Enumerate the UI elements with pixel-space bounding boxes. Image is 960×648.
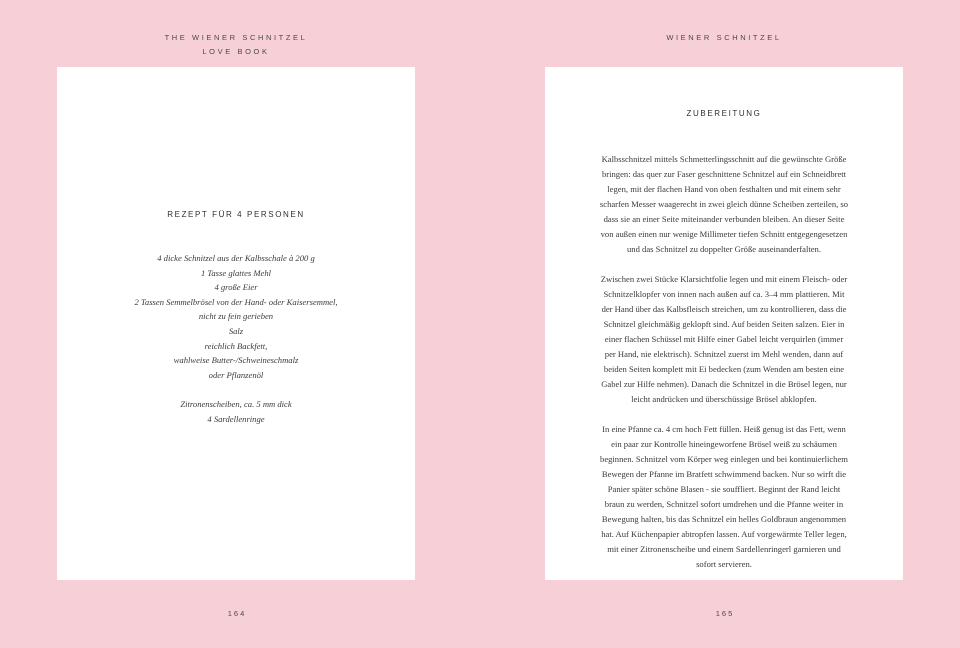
ingredient-line: 4 Sardellenringe: [207, 413, 265, 424]
page-number-right: 165: [715, 609, 735, 618]
method-line: per Hand, nie elektrisch). Schnitzel zuerst im Mehl wenden, dann auf: [604, 349, 844, 359]
ingredient-list: [57, 251, 415, 426]
method-line: hat. Auf Küchenpapier abtropfen lassen. Auf vorgewärmte Teller legen,: [601, 529, 847, 539]
method-title: ZUBEREITUNG: [686, 109, 762, 118]
paragraph-spacer: [567, 257, 881, 272]
ingredient-line: oder Pflanzenöl: [208, 369, 264, 380]
method-line: Schnitzel gleichmäßig geklopft sind. Auf beiden Seiten salzen. Eier in: [603, 319, 845, 329]
method-line: Bewegen der Pfanne im Bratfett schwimmend backen. Nur so wirft die: [601, 469, 847, 479]
method-line: beiden Seiten komplett mit Ei bedecken (zum Wenden am besten eine: [603, 364, 845, 374]
method-line: beginnen. Schnitzel vom Körper weg einlegen und bei kontinuierlichem: [600, 454, 848, 464]
ingredient-line: reichlich Backfett,: [204, 340, 268, 351]
method-line: und das Schnitzel zu doppelter Größe auseinanderfalten.: [626, 244, 821, 254]
method-line: braun zu werden, Schnitzel sofort umdrehen und die Pfanne weiter in: [604, 499, 844, 509]
running-head-left-line-2: LOVE BOOK: [202, 47, 270, 56]
ingredient-line: 4 dicke Schnitzel aus der Kalbsschale à 200 g: [157, 253, 315, 263]
method-text: [567, 152, 881, 572]
method-line: dass sie an einer Seite miteinander verbunden bleiben. An dieser Seite: [603, 214, 845, 224]
right-page: [545, 67, 903, 580]
running-head-left: [57, 31, 415, 59]
method-line: Bewegung halten, bis das Schnitzel ein helles Goldbraun angenommen: [601, 514, 847, 524]
ingredient-line: Salz: [228, 325, 244, 336]
ingredient-line: 1 Tasse glattes Mehl: [200, 267, 272, 278]
ingredient-line: nicht zu fein gerieben: [198, 311, 274, 322]
method-line: bringen: das quer zur Faser geschnittene Schnitzel auf ein Schneidbrett: [601, 169, 847, 179]
method-line: mit einer Zitronenscheibe und einem Sardellenringerl garnieren und: [607, 544, 841, 554]
method-line: Gabel zur Hilfe nehmen). Danach die Schnitzel in die Brösel legen, nur: [601, 379, 847, 389]
left-page: [57, 67, 415, 580]
running-head-left-line-1: THE WIENER SCHNITZEL: [164, 33, 308, 42]
ingredient-line: 4 große Eier: [214, 282, 258, 293]
ingredient-line: 2 Tassen Semmelbrösel von der Hand- oder Kaisersemmel,: [134, 296, 338, 307]
method-line: ein paar zur Kontrolle hineingeworfene Brösel weiß zu schäumen: [611, 439, 837, 449]
ingredient-spacer: [57, 382, 415, 397]
method-line: Panier später schöne Blasen - sie souffliert. Beginnt der Rand leicht: [607, 484, 841, 494]
paragraph-spacer: [567, 407, 881, 422]
running-head-right: [545, 31, 903, 45]
method-line: Kalbsschnitzel mittels Schmetterlingsschnitt auf die gewünschte Größe: [601, 154, 847, 164]
method-line: leicht andrücken und überschüssige Brösel abklopfen.: [631, 394, 817, 404]
method-line: scharfen Messer waagerecht in zwei gleich dünne Scheiben zerteilen, so: [599, 199, 849, 209]
method-line: In eine Pfanne ca. 4 cm hoch Fett füllen. Heiß genug ist das Fett, wenn: [602, 424, 846, 434]
page-number-left: 164: [227, 609, 247, 618]
method-line: sofort servieren.: [696, 559, 752, 569]
method-line: einer flachen Schüssel mit Hilfe einer Gabel leicht verquirlen (immer: [604, 334, 844, 344]
ingredient-line: wahlweise Butter-/Schweineschmalz: [173, 355, 299, 366]
method-line: von außen einen nur wenige Millimeter tiefen Schnitt entgegengesetzen: [600, 229, 848, 239]
method-line: Zwischen zwei Stücke Klarsichtfolie legen und mit einem Fleisch- oder: [600, 274, 848, 284]
method-line: Schnitzelklopfer von innen nach außen auf ca. 3–4 mm plattieren. Mit: [603, 289, 845, 299]
ingredient-line: Zitronenscheiben, ca. 5 mm dick: [180, 398, 292, 409]
method-line: der Hand über das Kalbsfleisch streichen, um zu kontrollieren, dass die: [601, 304, 847, 314]
method-line: legen, mit der flachen Hand von oben festhalten und mit einem sehr: [607, 184, 841, 194]
running-head-right-line-1: WIENER SCHNITZEL: [666, 33, 782, 42]
recipe-title: REZEPT FÜR 4 PERSONEN: [167, 210, 305, 219]
